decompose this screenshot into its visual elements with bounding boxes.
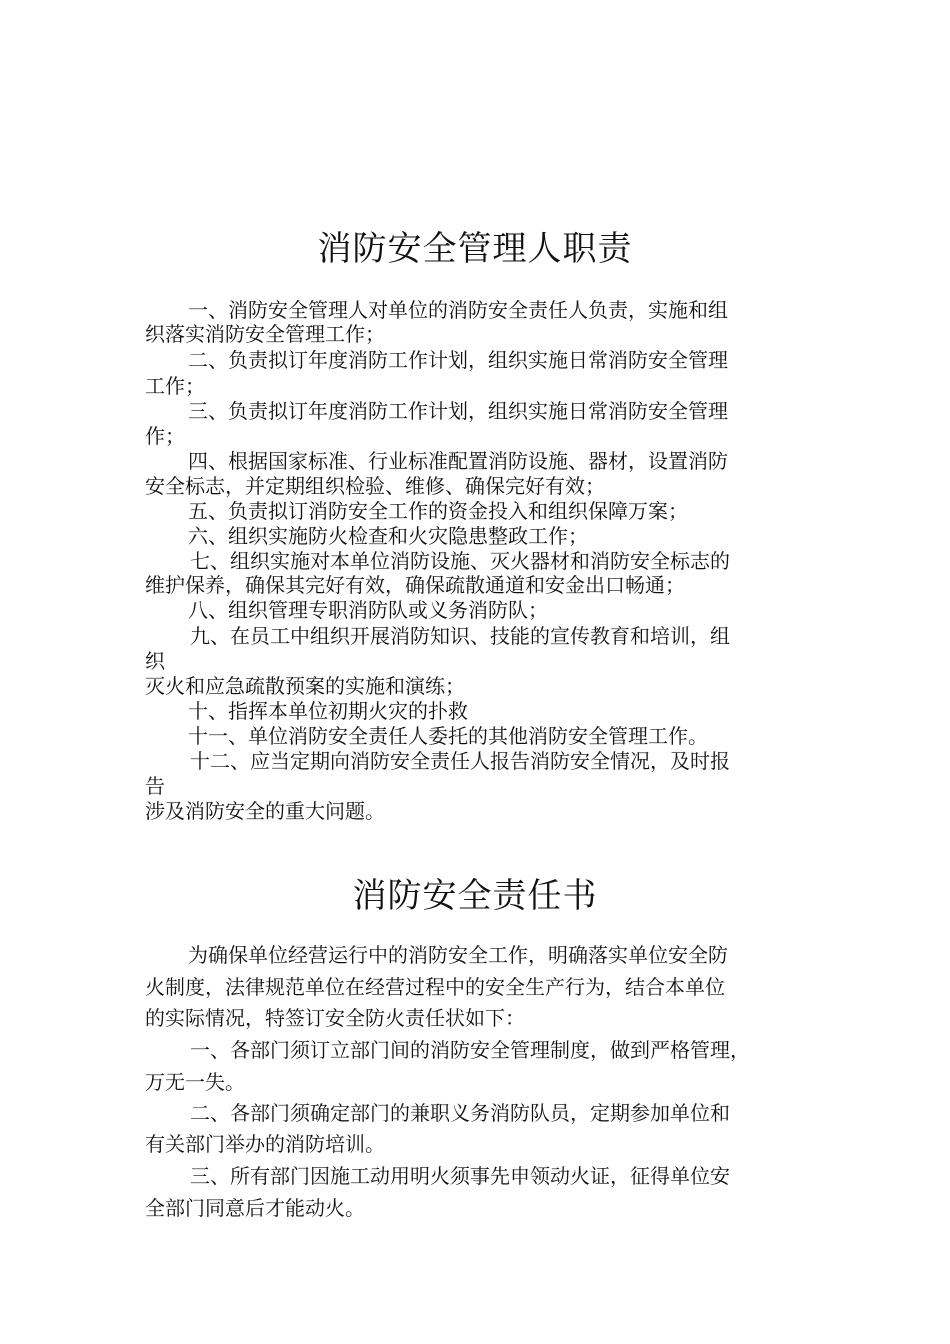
section1-line-2: 织落实消防安全管理工作； bbox=[145, 322, 385, 346]
section1-line-4: 工作； bbox=[145, 374, 205, 398]
section1-line-5: 三、负责拟订年度消防工作计划，组织实施日常消防安全管理 bbox=[188, 399, 728, 423]
section1-line-9: 五、负责拟订消防安全工作的资金投入和组织保障万案； bbox=[188, 499, 688, 523]
section1-line-19: 十二、应当定期向消防安全责任人报告消防安全情况，及时报 bbox=[190, 749, 730, 773]
section2-title: 消防安全责任书 bbox=[352, 876, 598, 916]
section1-line-3: 二、负责拟订年度消防工作计划，组织实施日常消防安全管理 bbox=[188, 348, 728, 372]
section1-line-8: 安全标志，并定期组织检验、维修、确保完好有效； bbox=[145, 474, 605, 498]
section2-line-1: 为确保单位经营运行中的消防安全工作，明确落实单位安全防 bbox=[188, 943, 728, 967]
section2-line-2: 火制度，法律规范单位在经营过程中的安全生产行为，结合本单位 bbox=[145, 975, 725, 999]
section2-line-5: 万无一失。 bbox=[145, 1070, 245, 1094]
section2-line-9: 全部门同意后才能动火。 bbox=[145, 1196, 365, 1220]
section1-line-15: 织 bbox=[145, 649, 165, 673]
section1-line-6: 作； bbox=[145, 424, 185, 448]
section2-line-6: 二、各部门须确定部门的兼职义务消防队员，定期参加单位和 bbox=[190, 1101, 730, 1125]
section1-line-14: 九、在员工中组织开展消防知识、技能的宣传教育和培训，组 bbox=[190, 624, 730, 648]
section1-line-16: 灭火和应急疏散预案的实施和演练； bbox=[145, 674, 465, 698]
section1-line-13: 八、组织管理专职消防队或义务消防队； bbox=[188, 598, 548, 622]
section1-line-21: 涉及消防安全的重大问题。 bbox=[145, 799, 385, 823]
section1-line-1: 一、消防安全管理人对单位的消防安全责任人负责，实施和组 bbox=[188, 298, 728, 322]
section2-line-3: 的实际情况，特签订安全防火责任状如下： bbox=[145, 1006, 525, 1030]
section1-title: 消防安全管理人职责 bbox=[317, 229, 633, 269]
section1-line-17: 十、指挥本单位初期火灾的扑救 bbox=[188, 699, 468, 723]
section1-line-12: 维护保养，确保其完好有效，确保疏散通道和安金出口畅通； bbox=[145, 573, 685, 597]
section2-line-4: 一、各部门须订立部门间的消防安全管理制度，做到严格管理， bbox=[190, 1038, 750, 1062]
section1-line-20: 告 bbox=[145, 774, 165, 798]
section2-line-7: 有关部门举办的消防培训。 bbox=[145, 1132, 385, 1156]
section1-line-10: 六、组织实施防火检查和火灾隐患整政工作； bbox=[188, 524, 588, 548]
section2-line-8: 三、所有部门因施工动用明火须事先申领动火证，征得单位安 bbox=[190, 1164, 730, 1188]
section1-line-7: 四、根据国家标准、行业标准配置消防设施、器材，设置消防 bbox=[188, 449, 728, 473]
section1-line-11: 七、组织实施对本单位消防设施、灭火器材和消防安全标志的 bbox=[190, 549, 730, 573]
section1-line-18: 十一、单位消防安全责任人委托的其他消防安全管理工作。 bbox=[188, 724, 708, 748]
